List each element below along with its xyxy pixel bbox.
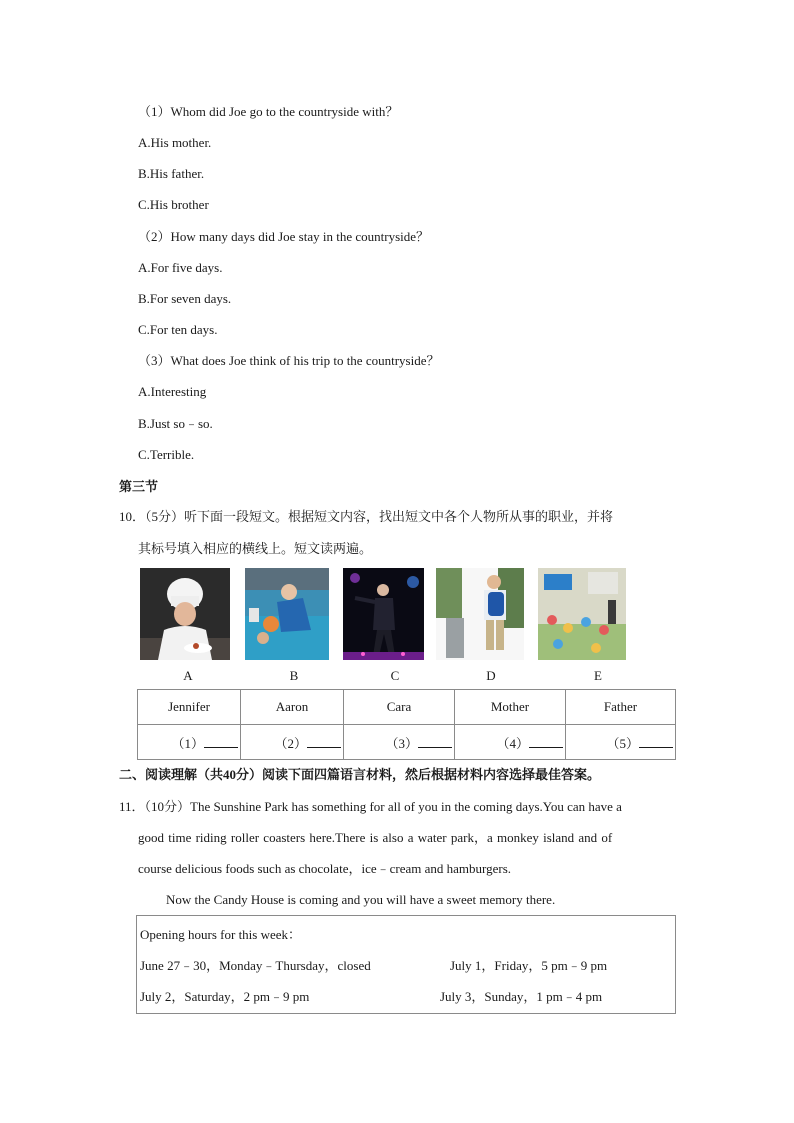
picture-letter-c: C (390, 668, 400, 683)
option-3c: C.Terrible. (138, 447, 195, 462)
answer-blank[interactable] (204, 735, 238, 748)
opening-hours-title: Opening hours for this week： (140, 927, 302, 942)
singer-on-stage-photo (343, 568, 424, 660)
picture-letter-e: E (594, 668, 602, 683)
answer-blank-cell[interactable] (455, 725, 566, 760)
picture-letter-b: B (289, 668, 299, 683)
option-2a: A.For five days. (138, 260, 223, 275)
chef-photo (140, 568, 230, 660)
option-1b: B.His father. (138, 166, 205, 181)
option-2c: C.For ten days. (138, 322, 218, 337)
option-1a: A.His mother. (138, 135, 212, 150)
name-cell: Mother (455, 690, 566, 725)
opening-hours-entry: June 27﹣30，Monday﹣Thursday，closed (140, 958, 371, 973)
question-11-paragraph-2: Now the Candy House is coming and you will have a sweet memory there. (166, 892, 556, 907)
blank-number: （1） (171, 735, 204, 751)
blanks-row (138, 725, 676, 760)
section-heading: 第三节 (119, 479, 159, 494)
answer-blank-cell[interactable] (566, 725, 676, 760)
blank-number: （4） (496, 735, 529, 751)
occupation-table (137, 689, 676, 760)
blank-number: （2） (274, 735, 307, 751)
question-3: （3）What does Joe think of his trip to the countryside？ (138, 353, 440, 368)
option-3a: A.Interesting (138, 384, 207, 399)
swimming-coach-photo (245, 568, 329, 660)
answer-blank[interactable] (529, 735, 563, 748)
name-cell: Aaron (241, 690, 344, 725)
name-cell: Father (566, 690, 676, 725)
blank-number: （3） (385, 735, 418, 751)
question-11-text-cont: good time riding roller coasters here.There is also a water park，a monkey island and of (138, 830, 613, 845)
opening-hours-entry: July 1，Friday，5 pm﹣9 pm (450, 958, 608, 973)
student-with-backpack-photo (436, 568, 524, 660)
answer-blank[interactable] (418, 735, 452, 748)
name-cell: Jennifer (138, 690, 241, 725)
option-2b: B.For seven days. (138, 291, 232, 306)
picture-letter-d: D (486, 668, 496, 683)
question-2: （2）How many days did Joe stay in the countryside？ (138, 229, 430, 244)
opening-hours-entry: July 2，Saturday，2 pm﹣9 pm (140, 989, 310, 1004)
part-2-heading: 二、阅读理解（共40分）阅读下面四篇语言材料，然后根据材料内容选择最佳答案。 (119, 767, 601, 782)
answer-blank-cell[interactable] (241, 725, 344, 760)
question-10-text-cont: 其标号填入相应的横线上。短文读两遍。 (138, 541, 373, 556)
blank-number: （5） (606, 735, 639, 751)
question-10-text: 10．（5分）听下面一段短文。根据短文内容，找出短文中各个人物所从事的职业，并将 (119, 509, 614, 524)
answer-blank[interactable] (639, 735, 673, 748)
name-cell: Cara (344, 690, 455, 725)
answer-blank-cell[interactable] (138, 725, 241, 760)
option-1c: C.His brother (138, 197, 209, 212)
question-11-text: 11．（10分）The Sunshine Park has something for all of you in the coming days.You can have a (119, 799, 622, 814)
option-3b: B.Just so﹣so. (138, 416, 213, 431)
question-11-text-cont: course delicious foods such as chocolate，ice﹣cream and hamburgers. (138, 861, 512, 876)
answer-blank-cell[interactable] (344, 725, 455, 760)
question-1: （1）Whom did Joe go to the countryside with？ (138, 104, 399, 119)
names-row (138, 690, 676, 725)
opening-hours-box (136, 915, 676, 1014)
answer-blank[interactable] (307, 735, 341, 748)
picture-letter-a: A (183, 668, 193, 683)
classroom-teacher-photo (538, 568, 626, 660)
opening-hours-entry: July 3，Sunday，1 pm﹣4 pm (440, 989, 603, 1004)
